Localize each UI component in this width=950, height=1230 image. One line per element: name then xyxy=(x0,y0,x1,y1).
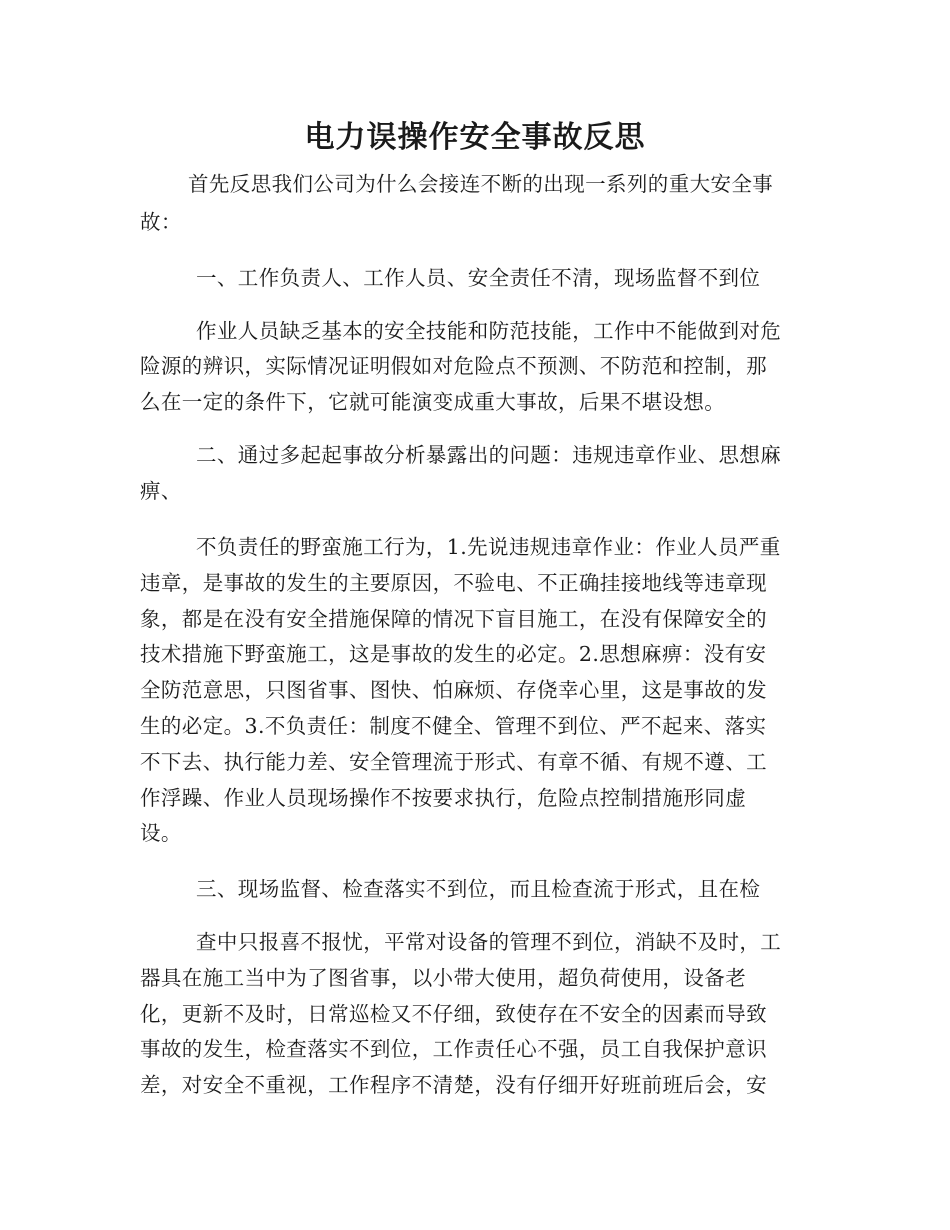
paragraph-line: 么在一定的条件下，它就可能演变成重大事故，后果不堪设想。 xyxy=(140,390,726,414)
paragraph-line: 差，对安全不重视，工作程序不清楚，没有仔细开好班前班后会，安 xyxy=(140,1073,767,1097)
paragraph-line: 生的必定。3.不负责任：制度不健全、管理不到位、严不起来、落实 xyxy=(140,714,767,738)
paragraph-line: 二、通过多起起事故分析暴露出的问题：违规违章作业、思想麻 xyxy=(196,443,782,467)
paragraph-line: 作浮躁、作业人员现场操作不按要求执行，危险点控制措施形同虚 xyxy=(140,786,747,810)
paragraph-line: 三、现场监督、检查落实不到位，而且检查流于形式，且在检 xyxy=(196,877,761,901)
paragraph-line: 器具在施工当中为了图省事，以小带大使用，超负荷使用，设备老 xyxy=(140,966,747,990)
paragraph-line: 故： xyxy=(140,210,182,234)
paragraph-line: 化，更新不及时，日常巡检又不仔细，致使存在不安全的因素而导致 xyxy=(140,1002,767,1026)
paragraph-line: 不负责任的野蛮施工行为，1.先说违规违章作业：作业人员严重 xyxy=(196,535,781,559)
paragraph-line: 象，都是在没有安全措施保障的情况下盲目施工，在没有保障安全的 xyxy=(140,607,767,631)
document-title: 电力误操作安全事故反思 xyxy=(304,120,646,155)
paragraph-line: 作业人员缺乏基本的安全技能和防范技能，工作中不能做到对危 xyxy=(196,319,782,343)
paragraph-line: 查中只报喜不报忧，平常对设备的管理不到位，消缺不及时，工 xyxy=(196,930,782,954)
paragraph-line: 不下去、执行能力差、安全管理流于形式、有章不循、有规不遵、工 xyxy=(140,750,767,774)
paragraph-line: 一、工作负责人、工作人员、安全责任不清，现场监督不到位 xyxy=(196,266,761,290)
paragraph-line: 险源的辨识，实际情况证明假如对危险点不预测、不防范和控制，那 xyxy=(140,354,767,378)
paragraph-line: 事故的发生，检查落实不到位，工作责任心不强，员工自我保护意识 xyxy=(140,1037,767,1061)
paragraph-line: 技术措施下野蛮施工，这是事故的发生的必定。2.思想麻痹：没有安 xyxy=(140,642,767,666)
paragraph-line: 违章，是事故的发生的主要原因，不验电、不正确挂接地线等违章现 xyxy=(140,571,767,595)
paragraph-line: 全防范意思，只图省事、图快、怕麻烦、存侥幸心里，这是事故的发 xyxy=(140,678,767,702)
paragraph-line: 痹、 xyxy=(140,479,182,503)
paragraph-line: 设。 xyxy=(140,821,182,845)
paragraph-line: 首先反思我们公司为什么会接连不断的出现一系列的重大安全事 xyxy=(188,172,774,196)
